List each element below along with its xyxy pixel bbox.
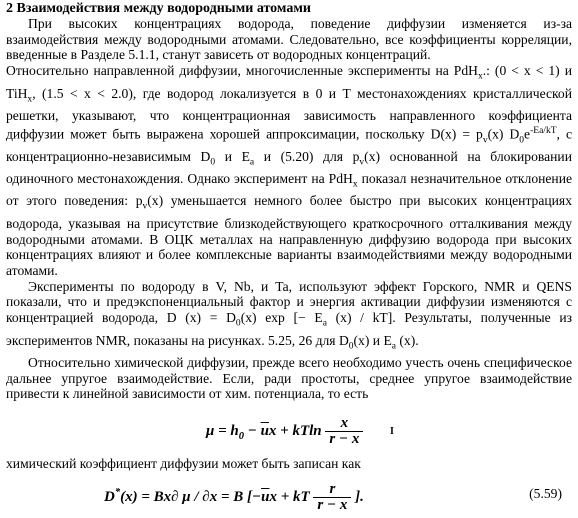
paragraph-3: Относительно химической диффузии, прежде всего необходимо учесть очень специфическое дальнее упругое взаимодействие. Если, ради простоты, среднее упругое взаимодействие привести к линейной зависимости от хим. потенциала, то есть: [6, 354, 572, 402]
fraction: $\frac{r}{r - x}$: [313, 482, 351, 513]
paragraph-2: Эксперименты по водороду в V, Nb, и Ta, используют эффект Горского, NMR и QENS показали, что и предэкспоненциальный фактор и энергия активации диффузии изменяются с концентрацией водорода, D $(x) = D_0(x)$ exp [− $E_a$ (x) / kT]. Результаты, полученные из экспериментов NMR, показаны на рисунках. 5.25, 26 для $D_0(x)$ и $E_a$ (x).: [6, 278, 572, 352]
equation-chemical-potential: $\mu = h_0 - \overline{u}x + kTln$ $\frac{x}{r - x}$ I: [206, 415, 394, 448]
text-cursor-icon: I: [390, 426, 394, 438]
paragraph-4: химический коэффициент диффузии может быть записан как: [6, 456, 361, 472]
fraction: $\frac{x}{r - x}$: [325, 416, 363, 447]
equation-diffusion-coefficient: D*(x) = Bx∂ μ / ∂x = B [$-\overline{u}x$ + kT $\frac{r}{r - x}$ ]. (5.59): [104, 480, 562, 513]
section-heading: 2 Взаимодействия между водородными атомами: [6, 1, 311, 16]
equation-number: (5.59): [529, 485, 562, 501]
paragraph-1: При высоких концентрациях водорода, поведение диффузии изменяется из-за взаимодействия между водородными атомами. Следовательно, все коэффициенты корреляции, введенные в Разделе 5.1.1, станут зависеть от водородных концентраций. Относительно направленной диффузии, многочисленные эксперименты на PdH$_x$.: (0 < x < 1) и TiH$_x$, (1.5 < x < 2.0), где водород локализуется в 0 и T местонахождениях кристаллической решетки, указывают, что концентрационная зависимость направленного коэффициента диффузии может быть выражена хорошей аппроксимации, поскольку $D(x) = p_v(x)$ $D_0e^{-Ea/kT}$, с концентрационно-независимым $D_0$ и $E_a$ и (5.20) для $p_v(x)$ основанной на блокировании одиночного местонахождения. Однако эксперимент на PdH$_x$ показал незначительное отклонение от этого поведения: $p_v(x)$ уменьшается немного более быстро при высоких концентрациях водорода, указывая на присутствие близкодействующего краткосрочного отталкивания между водородными атомами. В ОЦК металлах на направленную диффузию водорода при высоких концентрациях влияют и более комплексные варианты взаимодействиями между водородными атомами.: [6, 16, 573, 278]
